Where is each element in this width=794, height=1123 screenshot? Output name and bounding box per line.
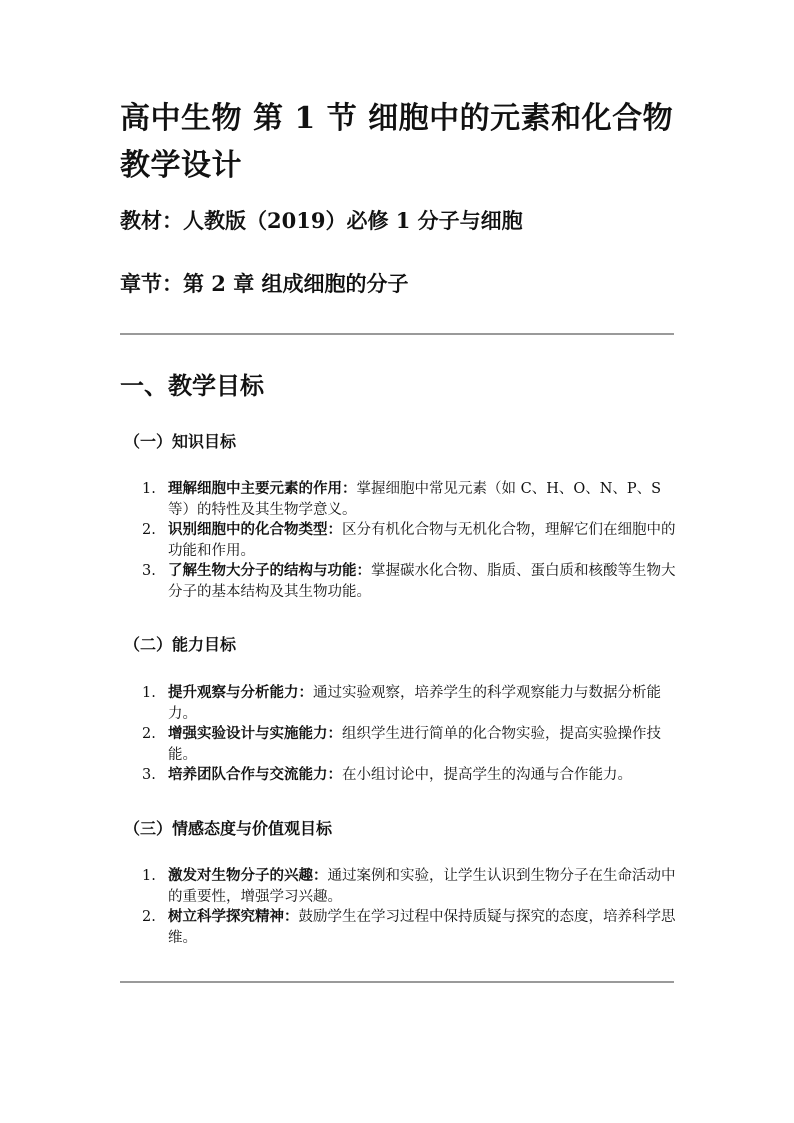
item-text: 掌握细胞中常见元素（如 C、H、O、N、P、S 等）的特性及其生物学意义。 bbox=[168, 481, 662, 518]
list-item bbox=[142, 683, 682, 724]
item-text: 组织学生进行简单的化合物实验，提高实验操作技能。 bbox=[168, 726, 661, 763]
chapter-line: 章节：第 2 章 组成细胞的分子 bbox=[120, 271, 409, 296]
list-number: 3. bbox=[142, 767, 156, 783]
list-number: 1. bbox=[142, 685, 156, 701]
item-lead: 识别细胞中的化合物类型： bbox=[168, 521, 342, 538]
item-lead: 激发对生物分子的兴趣： bbox=[168, 867, 328, 884]
knowledge-goals-list bbox=[142, 479, 682, 602]
item-lead: 树立科学探究精神： bbox=[168, 908, 299, 925]
item-lead: 培养团队合作与交流能力： bbox=[168, 766, 342, 783]
subheading-attitude-goals: （三）情感态度与价值观目标 bbox=[124, 819, 333, 838]
list-item bbox=[142, 866, 682, 907]
item-text: 区分有机化合物与无机化合物，理解它们在细胞中的功能和作用。 bbox=[168, 522, 676, 559]
list-item bbox=[142, 765, 682, 786]
list-number: 1. bbox=[142, 481, 156, 497]
item-text: 通过案例和实验，让学生认识到生物分子在生命活动中的重要性，增强学习兴趣。 bbox=[168, 868, 676, 905]
subheading-knowledge-goals: （一）知识目标 bbox=[124, 432, 237, 451]
item-text: 在小组讨论中，提高学生的沟通与合作能力。 bbox=[342, 767, 632, 783]
item-text: 鼓励学生在学习过程中保持质疑与探究的态度，培养科学思维。 bbox=[168, 909, 676, 946]
ability-goals-list bbox=[142, 683, 682, 786]
attitude-goals-list bbox=[142, 866, 682, 948]
list-number: 3. bbox=[142, 563, 156, 579]
document-title: 高中生物 第 1 节 细胞中的元素和化合物 教学设计 bbox=[120, 101, 674, 183]
item-lead: 提升观察与分析能力： bbox=[168, 684, 313, 701]
item-lead: 增强实验设计与实施能力： bbox=[168, 725, 342, 742]
subheading-ability-goals: （二）能力目标 bbox=[124, 635, 237, 654]
item-text: 通过实验观察，培养学生的科学观察能力与数据分析能力。 bbox=[168, 685, 661, 722]
list-item bbox=[142, 479, 682, 520]
divider-bottom bbox=[120, 981, 674, 983]
item-lead: 了解生物大分子的结构与功能： bbox=[168, 562, 371, 579]
list-number: 2. bbox=[142, 909, 156, 925]
list-number: 2. bbox=[142, 726, 156, 742]
list-item bbox=[142, 520, 682, 561]
list-number: 2. bbox=[142, 522, 156, 538]
divider-top bbox=[120, 333, 674, 335]
textbook-line: 教材：人教版（2019）必修 1 分子与细胞 bbox=[120, 208, 523, 233]
item-lead: 理解细胞中主要元素的作用： bbox=[168, 480, 357, 497]
list-number: 1. bbox=[142, 868, 156, 884]
section-heading-teaching-goals: 一、教学目标 bbox=[120, 371, 264, 400]
item-text: 掌握碳水化合物、脂质、蛋白质和核酸等生物大分子的基本结构及其生物功能。 bbox=[168, 563, 676, 600]
list-item bbox=[142, 907, 682, 948]
list-item bbox=[142, 724, 682, 765]
list-item bbox=[142, 561, 682, 602]
